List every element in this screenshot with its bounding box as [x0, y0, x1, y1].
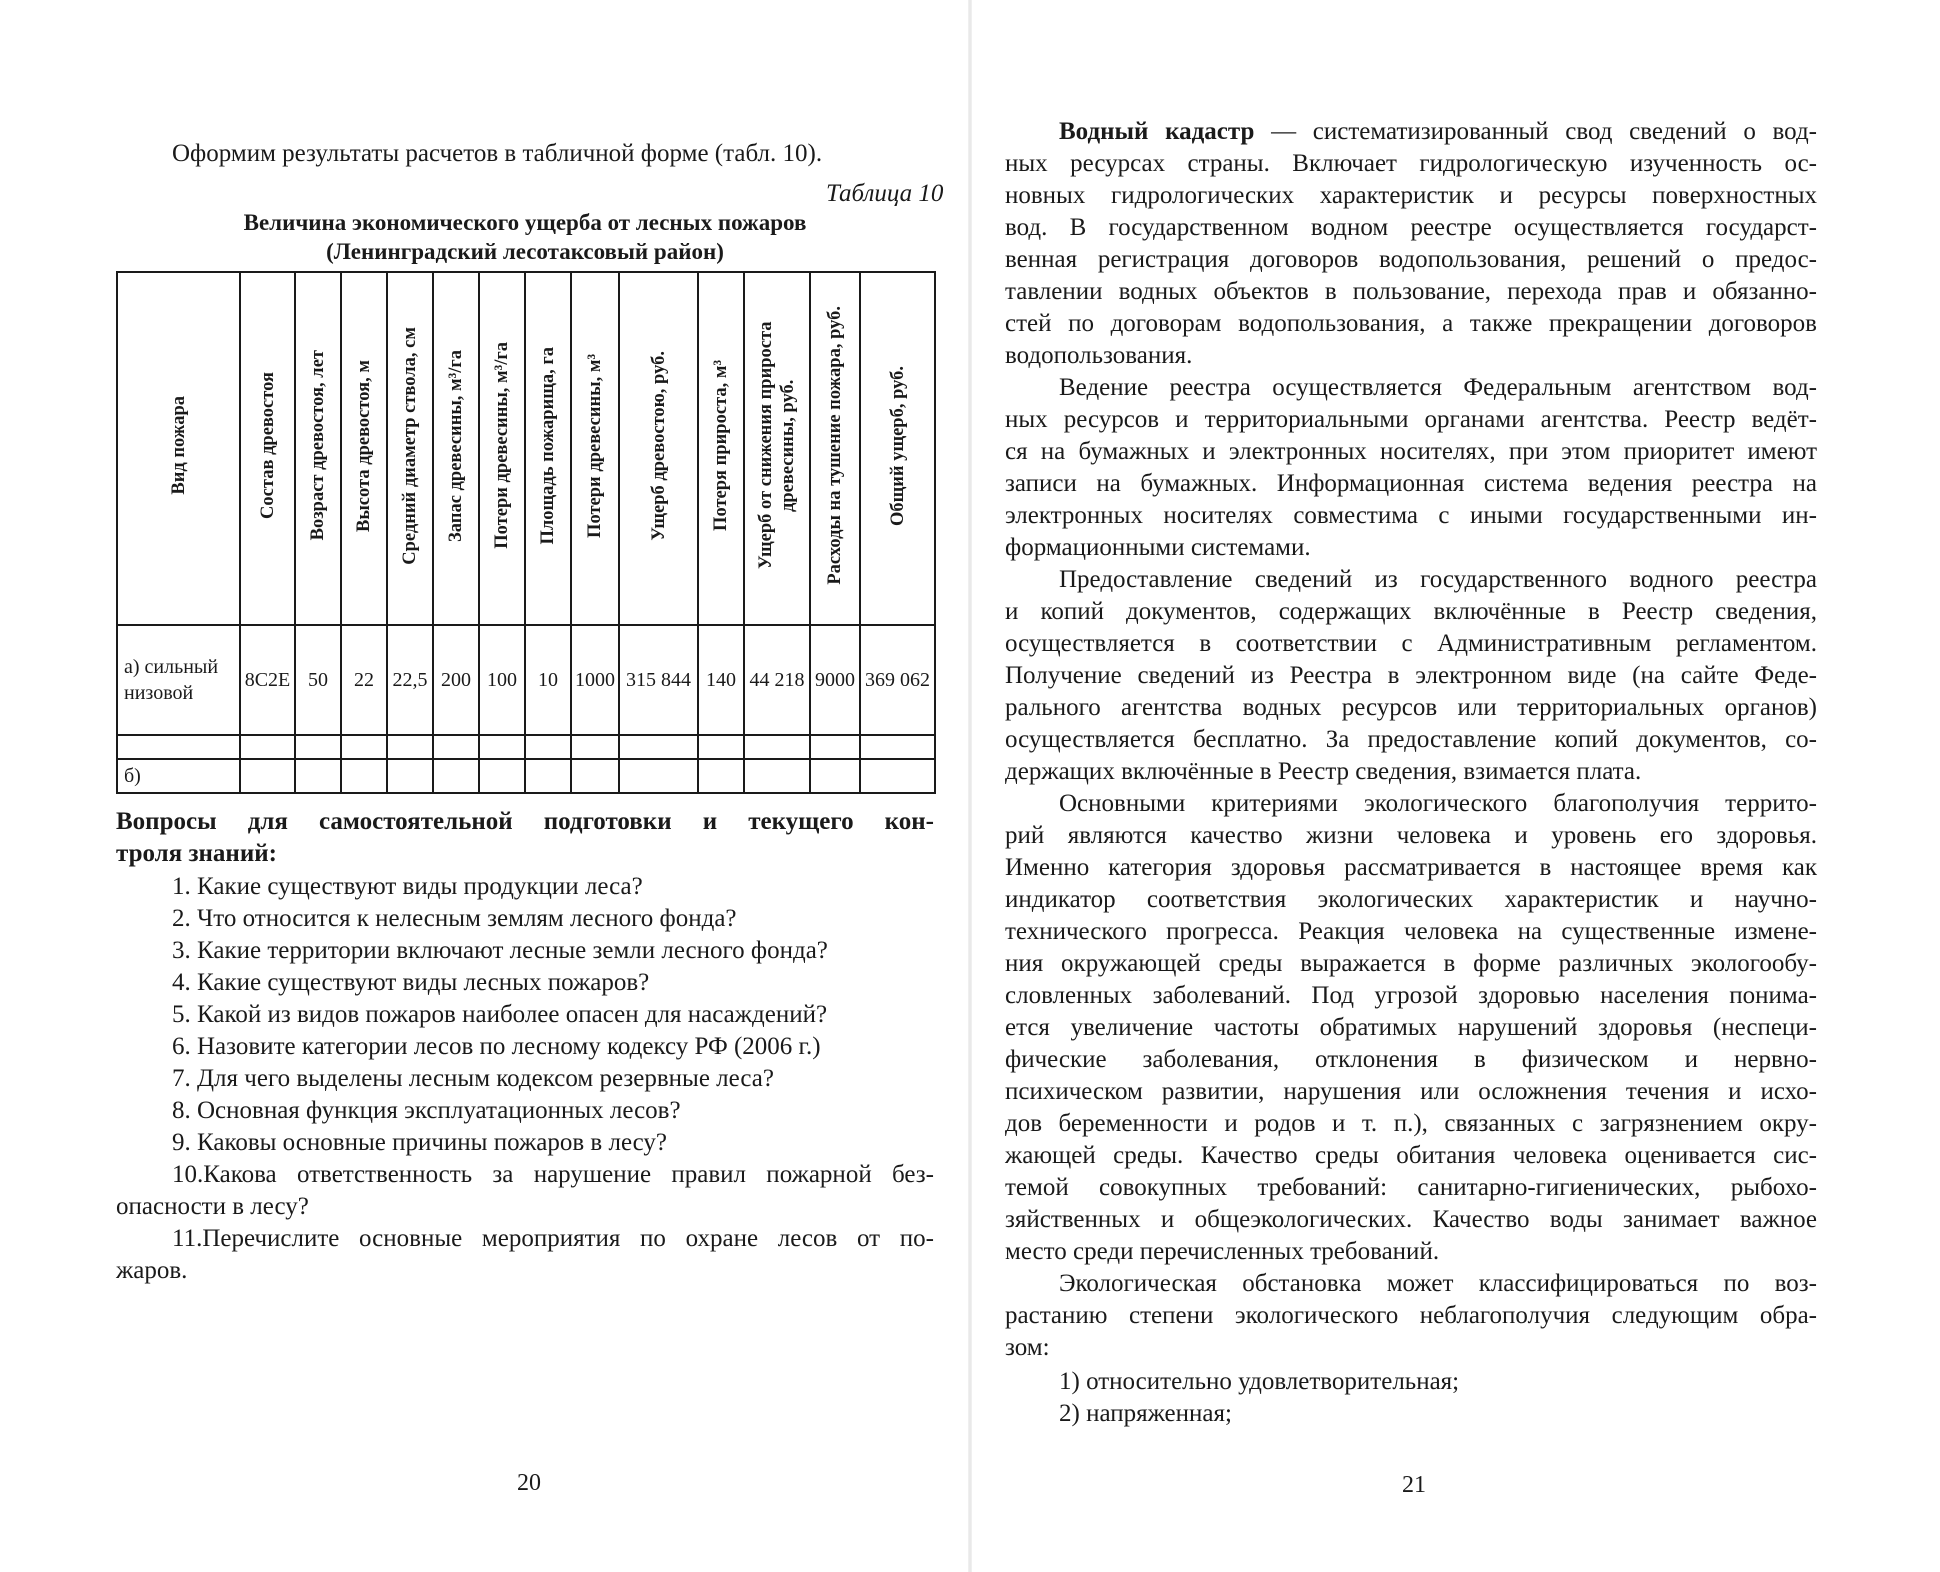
question-item: 4. Какие существуют виды лесных пожаров?	[172, 969, 650, 996]
paragraph-line: жающей среды. Качество среды обитания человека оценивается сис-	[1005, 1142, 1817, 1169]
row-label: б)	[117, 759, 240, 793]
paragraph-line: записи на бумажных. Информационная система ведения реестра на	[1005, 470, 1817, 497]
row-label: а) сильный низовой	[117, 625, 240, 735]
paragraph-line: Ведение реестра осуществляется Федеральным агентством вод-	[1059, 374, 1817, 401]
question-item: 11.Перечислите основные мероприятия по охране лесов от по-	[172, 1225, 934, 1252]
table-cell: 100	[479, 625, 525, 735]
header-cell: Потери древесины, м³/га	[479, 272, 525, 625]
paragraph-line: ния окружающей среды выражается в форме различных экологообу-	[1005, 950, 1817, 977]
table-cell: 315 844	[619, 625, 698, 735]
paragraph-line: формационными системами.	[1005, 534, 1311, 561]
paragraph-line: ется увеличение частоты обратимых нарушений здоровья (неспеци-	[1005, 1014, 1817, 1041]
table-subtitle: (Ленинградский лесотаксовый район)	[326, 239, 724, 264]
paragraph-line: электронных носителях совместима с иными государственными ин-	[1005, 502, 1817, 529]
table-cell: 8С2Е	[240, 625, 295, 735]
paragraph-line: Предоставление сведений из государственного водного реестра	[1059, 566, 1817, 593]
table-cell: 44 218	[744, 625, 810, 735]
paragraph-line: рий являются качество жизни человека и уровень его здоровья.	[1005, 822, 1817, 849]
question-item: 2. Что относится к нелесным землям лесного фонда?	[172, 905, 737, 932]
header-cell: Расходы на тушение пожара, руб.	[810, 272, 860, 625]
paragraph-line: рального агентства водных ресурсов или территориальных органов)	[1005, 694, 1817, 721]
paragraph-line: венная регистрация договоров водопользования, решений о предос-	[1005, 246, 1817, 273]
table-cell: 140	[698, 625, 744, 735]
question-item: 8. Основная функция эксплуатационных лесов?	[172, 1097, 681, 1124]
header-cell: Ущерб древостою, руб.	[619, 272, 698, 625]
paragraph-line: технического прогресса. Реакция человека на существенные измене-	[1005, 918, 1817, 945]
paragraph-line: ся на бумажных и электронных носителях, при этом приоритет имеют	[1005, 438, 1817, 465]
paragraph-line: место среди перечисленных требований.	[1005, 1238, 1440, 1265]
paragraph-line: ных ресурсах страны. Включает гидрологическую изученность ос-	[1005, 150, 1817, 177]
paragraph-line: Водный кадастр — систематизированный свод сведений о вод-	[1059, 118, 1817, 145]
table-cell: 200	[433, 625, 479, 735]
table-header-row	[117, 272, 935, 625]
paragraph-line: новных гидрологических характеристик и ресурсы поверхностных	[1005, 182, 1817, 209]
page-number: 20	[517, 1470, 541, 1496]
question-item: 10.Какова ответственность за нарушение правил пожарной без-	[172, 1161, 934, 1188]
damage-table	[116, 271, 936, 794]
paragraph-line: растанию степени экологического неблагополучия следующим обра-	[1005, 1302, 1817, 1329]
intro-text: Оформим результаты расчетов в табличной форме (табл. 10).	[172, 140, 823, 167]
paragraph-line: водопользования.	[1005, 342, 1193, 369]
right-page	[970, 0, 1940, 1572]
paragraph-line: осуществляется в соответствии с Административным регламентом.	[1005, 630, 1817, 657]
paragraph-line: ных ресурсов и территориальными органами агентства. Реестр ведёт-	[1005, 406, 1817, 433]
paragraph-line: зом:	[1005, 1334, 1050, 1361]
table-row	[117, 735, 935, 759]
paragraph-line: держащих включённые в Реестр сведения, взимается плата.	[1005, 758, 1642, 785]
paragraph-line: индикатор соответствия экологических характеристик и научно-	[1005, 886, 1817, 913]
paragraph-line: и копий документов, содержащих включённые в Реестр сведения,	[1005, 598, 1817, 625]
question-item: 6. Назовите категории лесов по лесному кодексу РФ (2006 г.)	[172, 1033, 821, 1060]
table-cell: 369 062	[860, 625, 935, 735]
paragraph-line: фические заболевания, отклонения в физическом и нервно-	[1005, 1046, 1817, 1073]
header-cell: Средний диаметр ствола, см	[387, 272, 433, 625]
header-cell: Состав древостоя	[240, 272, 295, 625]
header-cell: Общий ущерб, руб.	[860, 272, 935, 625]
term-water-cadastre: Водный кадастр	[1059, 118, 1255, 145]
list-item: 2) напряженная;	[1059, 1400, 1232, 1427]
table-cell: 22,5	[387, 625, 433, 735]
paragraph-line: стей по договорам водопользования, а также прекращении договоров	[1005, 310, 1817, 337]
header-cell: Запас древесины, м³/га	[433, 272, 479, 625]
header-cell: Вид пожара	[117, 272, 240, 625]
table-cell: 9000	[810, 625, 860, 735]
paragraph-line: Основными критериями экологического благополучия террито-	[1059, 790, 1817, 817]
paragraph-line: вод. В государственном водном реестре осуществляется государст-	[1005, 214, 1817, 241]
paragraph-line: осуществляется бесплатно. За предоставление копий документов, со-	[1005, 726, 1817, 753]
list-item: 1) относительно удовлетворительная;	[1059, 1368, 1460, 1395]
paragraph-line: Получение сведений из Реестра в электронном виде (на сайте Феде-	[1005, 662, 1817, 689]
questions-heading: Вопросы для самостоятельной подготовки и текущего кон-	[116, 808, 934, 835]
paragraph-line: Именно категория здоровья рассматривается в настоящее время как	[1005, 854, 1817, 881]
paragraph-line: психическом развитии, нарушения или осложнения течения и исхо-	[1005, 1078, 1817, 1105]
table-cell: 50	[295, 625, 341, 735]
header-cell: Потеря прироста, м³	[698, 272, 744, 625]
table-row	[117, 759, 935, 793]
question-item: 9. Каковы основные причины пожаров в лесу?	[172, 1129, 668, 1156]
table-row	[117, 625, 935, 735]
table-title: Величина экономического ущерба от лесных пожаров	[243, 210, 807, 235]
table-label: Таблица 10	[826, 180, 944, 207]
question-item-cont: опасности в лесу?	[116, 1193, 309, 1220]
table-cell: 22	[341, 625, 387, 735]
header-cell: Площадь пожарища, га	[525, 272, 571, 625]
question-item-cont: жаров.	[116, 1257, 188, 1284]
question-item: 7. Для чего выделены лесным кодексом резервные леса?	[172, 1065, 774, 1092]
question-item: 1. Какие существуют виды продукции леса?	[172, 873, 643, 900]
page-number: 21	[1402, 1472, 1426, 1498]
question-item: 3. Какие территории включают лесные земли лесного фонда?	[172, 937, 828, 964]
paragraph-line: темой совокупных требований: санитарно-гигиенических, рыбохо-	[1005, 1174, 1817, 1201]
question-item: 5. Какой из видов пожаров наиболее опасен для насаждений?	[172, 1001, 828, 1028]
paragraph-line: словленных заболеваний. Под угрозой здоровью населения понима-	[1005, 982, 1817, 1009]
paragraph-line: тавлении водных объектов в пользование, перехода прав и обязанно-	[1005, 278, 1817, 305]
header-cell: Возраст древостоя, лет	[295, 272, 341, 625]
header-cell: Ущерб от снижения прироста древесины, руб.	[744, 272, 810, 625]
paragraph-line: дов беременности и родов и т. п.), связанных с загрязнением окру-	[1005, 1110, 1817, 1137]
header-cell: Потери древесины, м³	[571, 272, 619, 625]
table-cell: 1000	[571, 625, 619, 735]
paragraph-line: зяйственных и общеэкологических. Качество воды занимает важное	[1005, 1206, 1817, 1233]
paragraph-line: Экологическая обстановка может классифицироваться по воз-	[1059, 1270, 1817, 1297]
header-cell: Высота древостоя, м	[341, 272, 387, 625]
questions-heading-cont: троля знаний:	[116, 840, 277, 867]
table-cell: 10	[525, 625, 571, 735]
